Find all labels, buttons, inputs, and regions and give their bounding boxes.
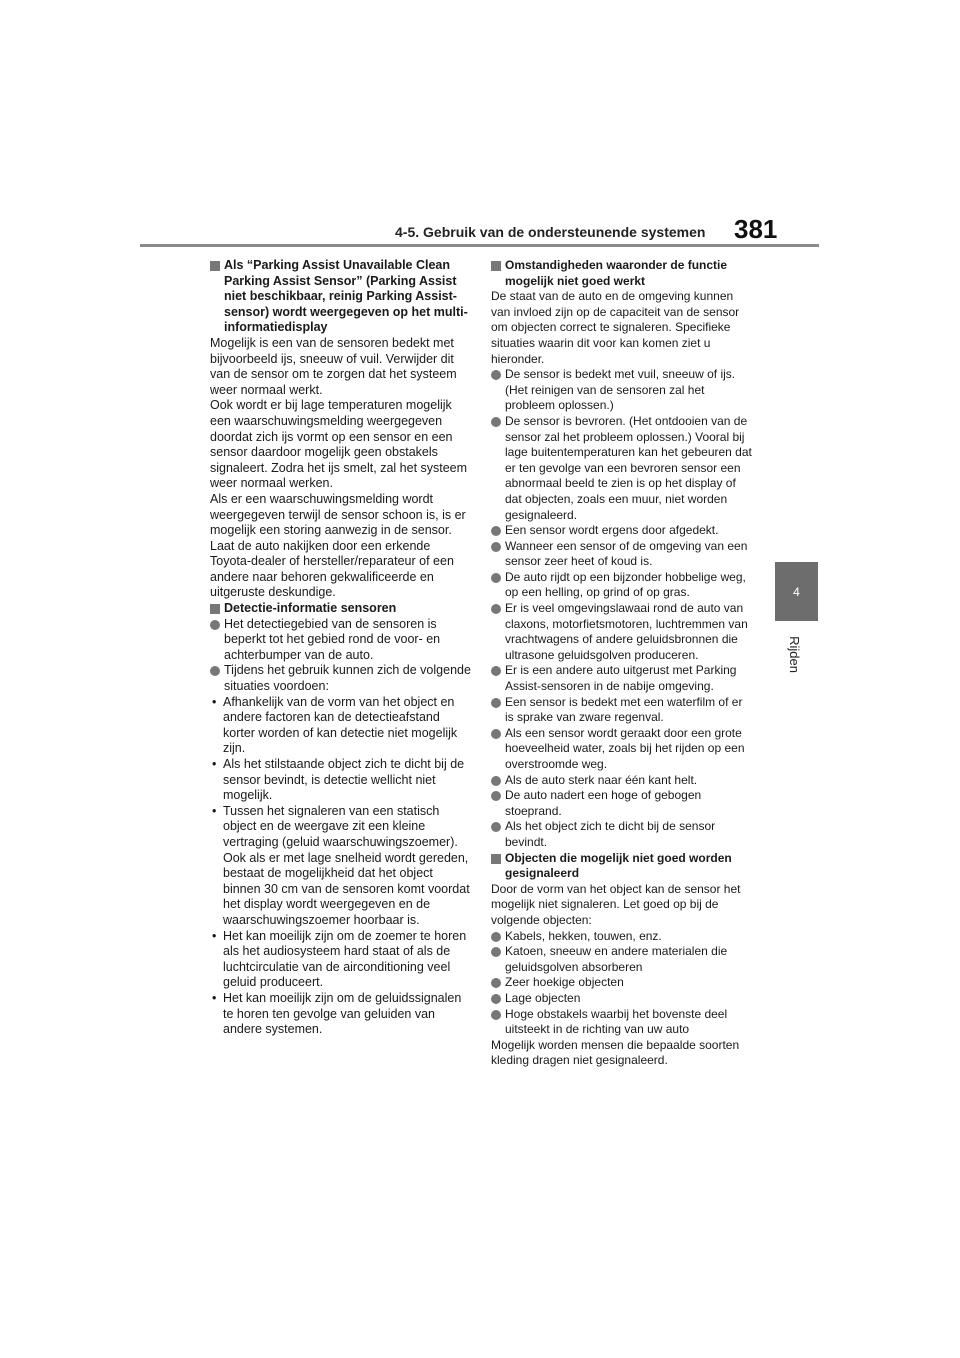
text-para: Door de vorm van het object kan de sensor het mogelijk niet signaleren. Let goed op bij de volgende objecten: bbox=[491, 881, 741, 927]
text-bullet: Wanneer een sensor of de omgeving van een sensor zeer heet of koud is. bbox=[491, 539, 753, 570]
text-para: De staat van de auto en de omgeving kunnen van invloed zijn op de capaciteit van de sensor om objecten correct te signaleren. Specifieke situaties waarin dit voor kan komen ziet u hieronder. bbox=[491, 289, 740, 366]
text-heading: Als “Parking Assist Unavailable Clean Parking Assist Sensor” (Parking Assist niet beschikbaar, reinig Parking Assist-sensor) wordt weergegeven op het multi-informatiedisplay bbox=[210, 258, 472, 336]
text-bullet: De sensor is bevroren. (Het ontdooien van de sensor zal het probleem oplossen.) Vooral bij lage buitentemperaturen kan het gebeuren dat er ten gevolge van een bevroren sensor een abnormaal beeld te zien is op het display of dat objecten, zoals een muur, niet worden gesignaleerd. bbox=[491, 414, 753, 523]
text-bullet: Katoen, sneeuw en andere materialen die geluidsgolven absorberen bbox=[491, 944, 753, 975]
text-sub: • Het kan moeilijk zijn om de zoemer te horen als het audiosysteem hard staat of als de luchtcirculatie van de airconditioning veel geluid produceert. bbox=[210, 929, 472, 991]
text-sub: • Het kan moeilijk zijn om de geluidssignalen te horen ten gevolge van geluiden van andere systemen. bbox=[210, 991, 472, 1038]
text-para: Als er een waarschuwingsmelding wordt weergegeven terwijl de sensor schoon is, is er mogelijk een storing aanwezig in de sensor. Laat de auto nakijken door een erkende Toyota-dealer of hersteller/reparateur of een andere naar behoren gekwalificeerde en uitgeruste deskundige. bbox=[210, 491, 466, 600]
text-sub: • Als het stilstaande object zich te dicht bij de sensor bevindt, is detectie wellicht niet mogelijk. bbox=[210, 757, 472, 804]
chapter-name: Rijden bbox=[786, 635, 802, 673]
chapter-tab bbox=[775, 562, 818, 621]
text-bullet: De sensor is bedekt met vuil, sneeuw of ijs. (Het reinigen van de sensoren zal het probleem oplossen.) bbox=[491, 367, 753, 414]
section-title: 4-5. Gebruik van de ondersteunende systemen bbox=[395, 224, 706, 240]
text-bullet: Er is een andere auto uitgerust met Parking Assist-sensoren in de nabije omgeving. bbox=[491, 663, 753, 694]
text-bullet: Kabels, hekken, touwen, enz. bbox=[491, 929, 753, 945]
text-bullet: Er is veel omgevingslawaai rond de auto van claxons, motorfietsmotoren, luchtremmen van vrachtwagens of andere geluidsbronnen die ultrasone geluidsgolven produceren. bbox=[491, 601, 753, 663]
text-heading: Objecten die mogelijk niet goed worden gesignaleerd bbox=[491, 851, 753, 882]
text-bullet: Als de auto sterk naar één kant helt. bbox=[491, 773, 753, 789]
header-rule bbox=[140, 244, 819, 247]
text-para: Ook wordt er bij lage temperaturen mogelijk een waarschuwingsmelding weergegeven doordat zich ijs vormt op een sensor en een sensor daardoor mogelijk geen obstakels signaleert. Zodra het ijs smelt, zal het systeem weer normaal werken. bbox=[210, 398, 468, 491]
page-number: 381 bbox=[734, 214, 778, 244]
text-heading: Omstandigheden waaronder de functie mogelijk niet goed werkt bbox=[491, 258, 753, 289]
text-para: Mogelijk is een van de sensoren bedekt met bijvoorbeeld ijs, sneeuw of vuil. Verwijder dit van de sensor om te zorgen dat het systeem weer normaal werkt. bbox=[210, 335, 457, 397]
right-column bbox=[491, 258, 753, 1069]
chapter-label-box bbox=[783, 632, 805, 676]
text-bullet: Het detectiegebied van de sensoren is beperkt tot het gebied rond de voor- en achterbumper van de auto. bbox=[210, 617, 472, 664]
text-bullet: Een sensor is bedekt met een waterfilm of er is sprake van zware regenval. bbox=[491, 695, 753, 726]
text-heading: Detectie-informatie sensoren bbox=[210, 601, 472, 617]
text-bullet: Lage objecten bbox=[491, 991, 753, 1007]
text-bullet: Als het object zich te dicht bij de sensor bevindt. bbox=[491, 819, 753, 850]
text-para: Mogelijk worden mensen die bepaalde soorten kleding dragen niet gesignaleerd. bbox=[491, 1037, 740, 1068]
left-column bbox=[210, 258, 472, 1038]
text-bullet: Tijdens het gebruik kunnen zich de volgende situaties voordoen: bbox=[210, 663, 472, 694]
text-sub: • Tussen het signaleren van een statisch object en de weergave zit een kleine vertraging (geluid waarschuwingszoemer). Ook als er met lage snelheid wordt gereden, bestaat de mogelijkheid dat het object binnen 30 cm van de sensoren komt voordat het display wordt weergegeven en de waarschuwingszoemer hoorbaar is. bbox=[210, 804, 472, 929]
chapter-number: 4 bbox=[793, 584, 800, 599]
text-sub: • Afhankelijk van de vorm van het object en andere factoren kan de detectieafstand korter worden of kan detectie niet mogelijk zijn. bbox=[210, 695, 472, 757]
text-bullet: Een sensor wordt ergens door afgedekt. bbox=[491, 523, 753, 539]
text-bullet: Als een sensor wordt geraakt door een grote hoeveelheid water, zoals bij het rijden op een overstroomde weg. bbox=[491, 726, 753, 773]
text-bullet: De auto rijdt op een bijzonder hobbelige weg, op een helling, op grind of op gras. bbox=[491, 570, 753, 601]
text-bullet: Zeer hoekige objecten bbox=[491, 975, 753, 991]
text-bullet: De auto nadert een hoge of gebogen stoeprand. bbox=[491, 788, 753, 819]
text-bullet: Hoge obstakels waarbij het bovenste deel uitsteekt in de richting van uw auto bbox=[491, 1007, 753, 1038]
